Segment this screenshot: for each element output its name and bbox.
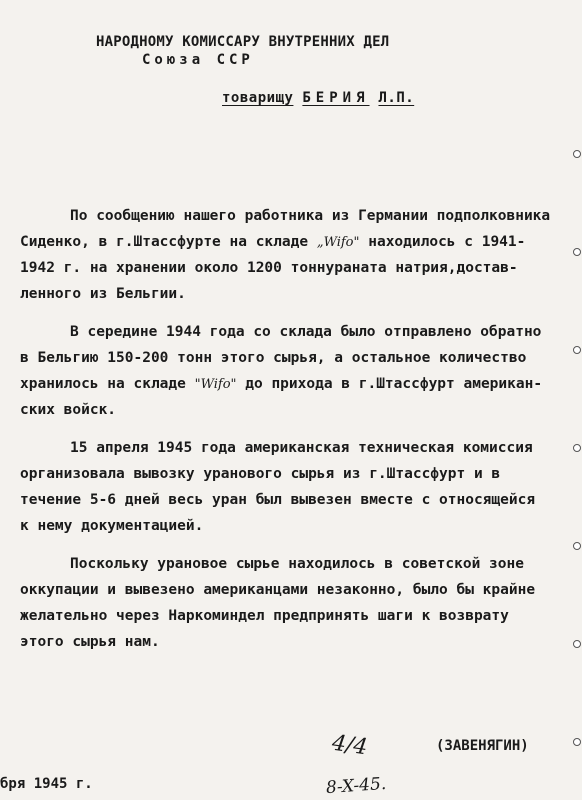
body-line: По сообщению нашего работника из Германии подполковника	[70, 208, 551, 224]
punch-hole-icon	[573, 346, 581, 354]
punch-hole-icon	[573, 444, 581, 452]
punch-hole-icon	[573, 150, 581, 158]
punch-hole-icon	[573, 248, 581, 256]
body-line: организовала вывозку уранового сырья из г.Штассфурт и в	[20, 466, 501, 482]
body-line: течение 5-6 дней весь уран был вывезен вместе с относящейся	[20, 492, 536, 508]
body-line: 15 апреля 1945 года американская техническая комиссия	[70, 440, 533, 456]
body-line: оккупации и вывезено американцами незаконно, было бы крайне	[20, 582, 536, 598]
paragraph-3	[20, 435, 572, 539]
comrade-word: товарищу	[222, 90, 294, 106]
signature: (ЗАВЕНЯГИН)	[436, 738, 529, 754]
document-date: бря 1945 г.	[0, 776, 93, 792]
punch-holes	[570, 0, 582, 800]
body-line: в Бельгию 150-200 тонн этого сырья, а остальное количество	[20, 350, 527, 366]
addressee-initials: Л.П.	[378, 90, 415, 106]
addressee-line-1: НАРОДНОМУ КОМИССАРУ ВНУТРЕННИХ ДЕЛ	[96, 34, 390, 50]
body-line: 1942 г. на хранении около 1200 тоннураната натрия,достав-	[20, 260, 518, 276]
handwritten-note-bottom: 8-X-45.	[325, 773, 387, 799]
punch-hole-icon	[573, 738, 581, 746]
addressee-surname: БЕРИЯ	[302, 90, 370, 106]
body-line: ских войск.	[20, 402, 117, 418]
paragraph-1	[20, 203, 572, 307]
paragraph-2	[20, 319, 572, 423]
body-line: Сиденко, в г.Штассфурте на складе „Wifo" находилось с 1941-	[20, 234, 526, 250]
addressee-name	[222, 90, 414, 106]
body-line: В середине 1944 года со склада было отправлено обратно	[70, 324, 542, 340]
body-line: к нему документацией.	[20, 518, 204, 534]
body-line: этого сырья нам.	[20, 634, 160, 650]
body-line: Поскольку урановое сырье находилось в советской зоне	[70, 556, 524, 572]
handwritten-wifo: "Wifo"	[194, 377, 237, 392]
letter-body	[20, 203, 572, 655]
body-line: желательно через Наркоминдел предпринять шаги к возврату	[20, 608, 509, 624]
body-line: ленного из Бельгии.	[20, 286, 186, 302]
paragraph-4	[20, 551, 572, 655]
handwritten-note-top: 4/4	[330, 730, 369, 761]
punch-hole-icon	[573, 640, 581, 648]
addressee-line-2: Союза ССР	[142, 52, 254, 68]
punch-hole-icon	[573, 542, 581, 550]
handwritten-wifo: „Wifo"	[316, 235, 360, 250]
body-line: хранилось на складе "Wifo" до прихода в г.Штассфурт американ-	[20, 376, 543, 392]
